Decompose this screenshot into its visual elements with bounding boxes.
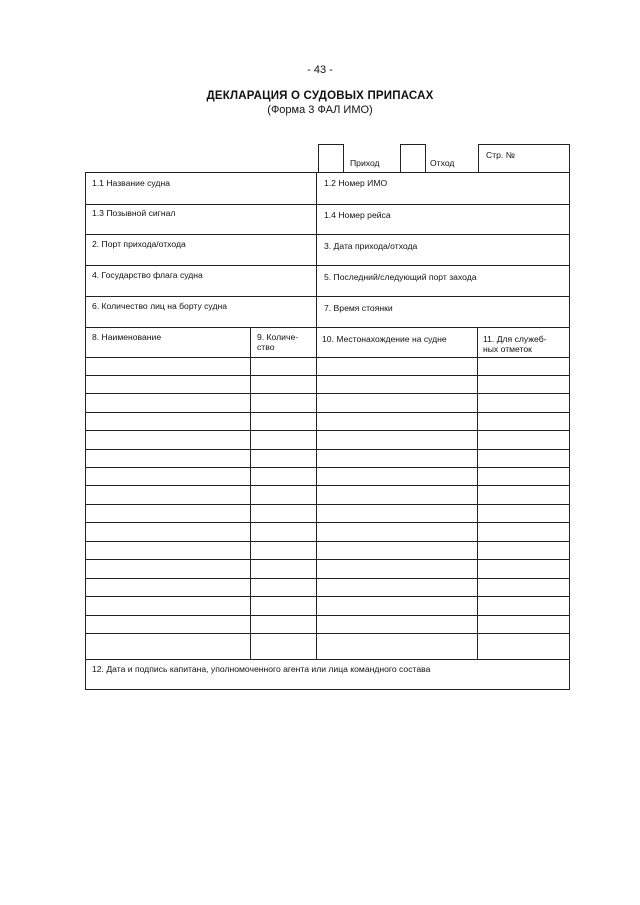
page-title: ДЕКЛАРАЦИЯ О СУДОВЫХ ПРИПАСАХ [206,90,434,102]
table-row [85,375,570,376]
port-field[interactable]: 2. Порт прихода/отхода [92,239,186,249]
page-subtitle: (Форма 3 ФАЛ ИМО) [267,104,373,116]
table-row [85,596,570,597]
col-official-use-header-2: ных отметок [483,344,532,354]
table-row [85,541,570,542]
ship-name-field[interactable]: 1.1 Название судна [92,178,170,188]
imo-number-field[interactable]: 1.2 Номер ИМО [324,178,388,188]
arrival-checkbox[interactable] [318,144,344,173]
departure-checkbox[interactable] [400,144,426,173]
table-row [85,504,570,505]
table-row [85,412,570,413]
departure-label: Отход [430,158,455,168]
page-number: - 43 - [307,64,333,76]
table-row [85,449,570,450]
persons-on-board-field[interactable]: 6. Количество лиц на борту судна [92,301,227,311]
call-sign-field[interactable]: 1.3 Позывной сигнал [92,208,176,218]
page-no-label: Стр. № [486,150,515,160]
col-location-header: 10. Местонахождение на судне [322,334,447,344]
last-next-port-field[interactable]: 5. Последний/следующий порт захода [324,272,477,282]
table-row [85,659,570,660]
table-row [85,522,570,523]
col-quantity-header-2: ство [257,342,275,352]
period-of-stay-field[interactable]: 7. Время стоянки [324,303,393,313]
signature-field[interactable]: 12. Дата и подпись капитана, уполномоченного агента или лица командного состава [92,664,431,674]
col-name-header: 8. Наименование [92,332,162,342]
table-row [85,578,570,579]
arrival-label: Приход [350,158,380,168]
table-row [85,467,570,468]
table-row [85,615,570,616]
table-row [85,633,570,634]
table-row [85,485,570,486]
col-official-use-header-1: 11. Для служеб- [483,334,547,344]
date-field[interactable]: 3. Дата прихода/отхода [324,241,418,251]
col-quantity-header-1: 9. Количе- [257,332,299,342]
table-row [85,357,570,358]
table-row [85,430,570,431]
table-row [85,393,570,394]
table-row [85,559,570,560]
flag-state-field[interactable]: 4. Государство флага судна [92,270,203,280]
voyage-number-field[interactable]: 1.4 Номер рейса [324,210,391,220]
